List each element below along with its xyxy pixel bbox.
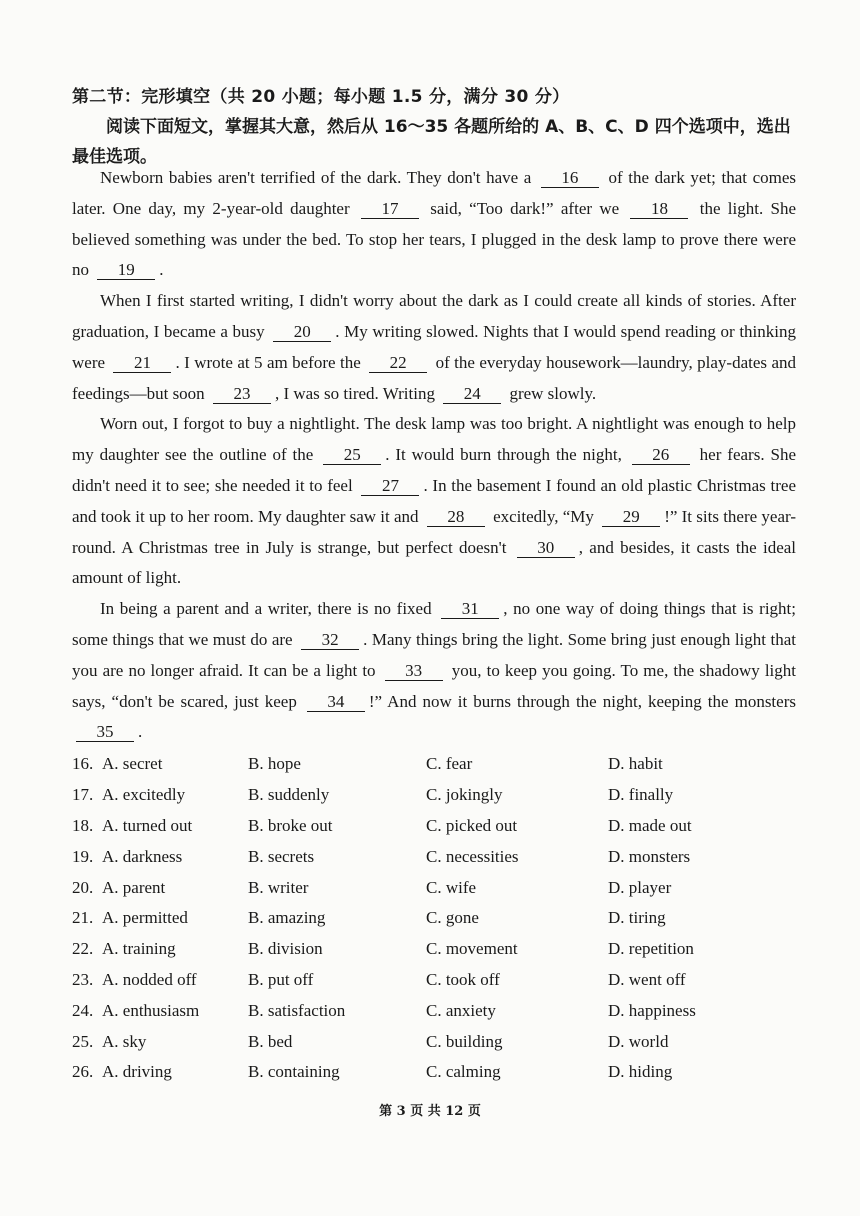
question-row [72, 1057, 796, 1088]
blank-16: 16 [541, 169, 599, 188]
passage-text: , no one way of doing things that is right; some things that we must do are [72, 599, 796, 649]
blank-21: 21 [113, 354, 171, 373]
option-a: A. secret [102, 754, 163, 774]
question-row [72, 749, 796, 780]
option-d: D. tiring [608, 908, 666, 928]
passage-text: you, to keep you going. To me, the shadowy light says, “don't be scared, just keep [72, 660, 796, 711]
question-number: 22. [72, 939, 94, 959]
question-row [72, 934, 796, 965]
passage-text: !” It sits there year-round. A Christmas tree in July is strange, but perfect doesn't [72, 506, 797, 557]
option-d: D. repetition [608, 939, 694, 959]
passage-text: . In the basement I found an old plastic Christmas tree and took it up to her room. My daughter saw it and [72, 475, 796, 526]
option-d: D. hiding [608, 1062, 673, 1082]
option-b: B. bed [248, 1031, 293, 1051]
passage-text: grew slowly. [505, 383, 597, 403]
option-d: D. went off [608, 969, 686, 989]
question-number: 26. [72, 1062, 94, 1082]
option-d: D. world [608, 1031, 669, 1051]
blank-19: 19 [97, 261, 155, 280]
passage-text: . I wrote at 5 am before the [175, 352, 366, 372]
blank-28: 28 [427, 508, 485, 527]
question-number: 25. [72, 1031, 94, 1051]
question-row [72, 995, 796, 1026]
question-number: 24. [72, 1000, 94, 1020]
option-c: C. fear [426, 754, 473, 774]
question-number: 21. [72, 908, 94, 928]
passage-text: the light. She believed something was under the bed. To stop her tears, I plugged in the desk lamp to prove there were no [72, 198, 796, 280]
blank-30: 30 [517, 539, 575, 558]
option-c: C. movement [426, 939, 518, 959]
option-b: B. containing [248, 1062, 340, 1082]
blank-23: 23 [213, 385, 271, 404]
question-number: 17. [72, 785, 94, 805]
option-b: B. suddenly [248, 785, 330, 805]
blank-32: 32 [301, 631, 359, 650]
cloze-passage [72, 163, 796, 748]
question-row [72, 841, 796, 872]
option-a: A. sky [102, 1031, 147, 1051]
option-c: C. wife [426, 877, 477, 897]
question-number: 19. [72, 846, 94, 866]
option-c: C. gone [426, 908, 479, 928]
passage-text: , I was so tired. Writing [274, 383, 440, 403]
option-b: B. broke out [248, 815, 333, 835]
blank-26: 26 [632, 446, 690, 465]
passage-text: her fears. She didn't need it to see; she needed it to feel [72, 445, 796, 495]
blank-18: 18 [630, 200, 688, 219]
option-c: C. necessities [426, 846, 519, 866]
passage-text: !” And now it burns through the night, keeping the monsters [368, 691, 796, 711]
option-b: B. satisfaction [248, 1000, 346, 1020]
option-d: D. habit [608, 754, 663, 774]
option-c: C. jokingly [426, 785, 503, 805]
option-d: D. made out [608, 815, 692, 835]
option-b: B. secrets [248, 846, 315, 866]
option-b: B. hope [248, 754, 301, 774]
question-row [72, 811, 796, 842]
option-d: D. finally [608, 785, 674, 805]
passage-text: . [159, 260, 164, 280]
passage-paragraph [72, 163, 796, 286]
section-title: 第二节：完形填空（共 20 小题；每小题 1.5 分，满分 30 分） [72, 87, 570, 107]
option-b: B. put off [248, 969, 314, 989]
blank-35: 35 [76, 723, 134, 742]
passage-text: . [138, 722, 143, 742]
blank-24: 24 [443, 385, 501, 404]
passage-text: of the everyday housework—laundry, play-dates and feedings—but soon [72, 352, 796, 403]
blank-31: 31 [441, 600, 499, 619]
passage-text: . My writing slowed. Nights that I would spend reading or thinking were [72, 321, 796, 372]
instructions-text: 阅读下面短文，掌握其大意，然后从 16～35 各题所给的 A、B、C、D 四个选项中，选出最佳选项。 [72, 117, 791, 167]
passage-text: . It would burn through the night, [385, 445, 628, 465]
option-a: A. parent [102, 877, 166, 897]
blank-33: 33 [385, 662, 443, 681]
option-a: A. nodded off [102, 969, 197, 989]
question-row [72, 903, 796, 934]
passage-paragraph [72, 594, 796, 748]
blank-34: 34 [307, 693, 365, 712]
passage-text: of the dark yet; that comes later. One day, my 2-year-old daughter [72, 168, 796, 218]
passage-text: Newborn babies aren't terrified of the dark. They don't have a [100, 168, 537, 187]
passage-text: When I first started writing, I didn't worry about the dark as I could create all kinds of stories. After graduation, I became a busy [72, 291, 796, 341]
blank-20: 20 [273, 323, 331, 342]
passage-text: . Many things bring the light. Some bring just enough light that you are no longer afraid. It can be a light to [72, 629, 796, 680]
option-c: C. calming [426, 1062, 501, 1082]
question-row [72, 1026, 796, 1057]
option-c: C. took off [426, 969, 500, 989]
question-number: 16. [72, 754, 94, 774]
option-c: C. picked out [426, 815, 518, 835]
question-number: 18. [72, 815, 94, 835]
passage-text: Worn out, I forgot to buy a nightlight. The desk lamp was too bright. A nightlight was enough to help my daughter see the outline of the [72, 414, 796, 465]
blank-17: 17 [361, 200, 419, 219]
option-b: B. amazing [248, 908, 326, 928]
option-a: A. training [102, 939, 176, 959]
blank-27: 27 [361, 477, 419, 496]
passage-text: excitedly, “My [488, 506, 599, 526]
option-a: A. permitted [102, 908, 188, 928]
option-c: C. anxiety [426, 1000, 496, 1020]
question-row [72, 780, 796, 811]
blank-25: 25 [323, 446, 381, 465]
question-number: 20. [72, 877, 94, 897]
option-a: A. driving [102, 1062, 172, 1082]
option-c: C. building [426, 1031, 503, 1051]
blank-29: 29 [602, 508, 660, 527]
option-a: A. darkness [102, 846, 183, 866]
question-row [72, 965, 796, 996]
option-d: D. happiness [608, 1000, 696, 1020]
option-d: D. player [608, 877, 672, 897]
option-b: B. writer [248, 877, 309, 897]
page-footer: 第 3 页 共 12 页 [379, 1104, 481, 1119]
option-b: B. division [248, 939, 323, 959]
passage-text: said, “Too dark!” after we [422, 198, 627, 218]
passage-paragraph [72, 409, 796, 594]
option-d: D. monsters [608, 846, 691, 866]
question-row [72, 872, 796, 903]
answer-options [72, 749, 796, 1088]
option-a: A. excitedly [102, 785, 186, 805]
option-a: A. enthusiasm [102, 1000, 200, 1020]
passage-text: , and besides, it casts the ideal amount of light. [72, 537, 797, 588]
passage-paragraph [72, 286, 796, 409]
question-number: 23. [72, 969, 94, 989]
blank-22: 22 [369, 354, 427, 373]
passage-text: In being a parent and a writer, there is no fixed [100, 599, 438, 619]
option-a: A. turned out [102, 815, 193, 835]
